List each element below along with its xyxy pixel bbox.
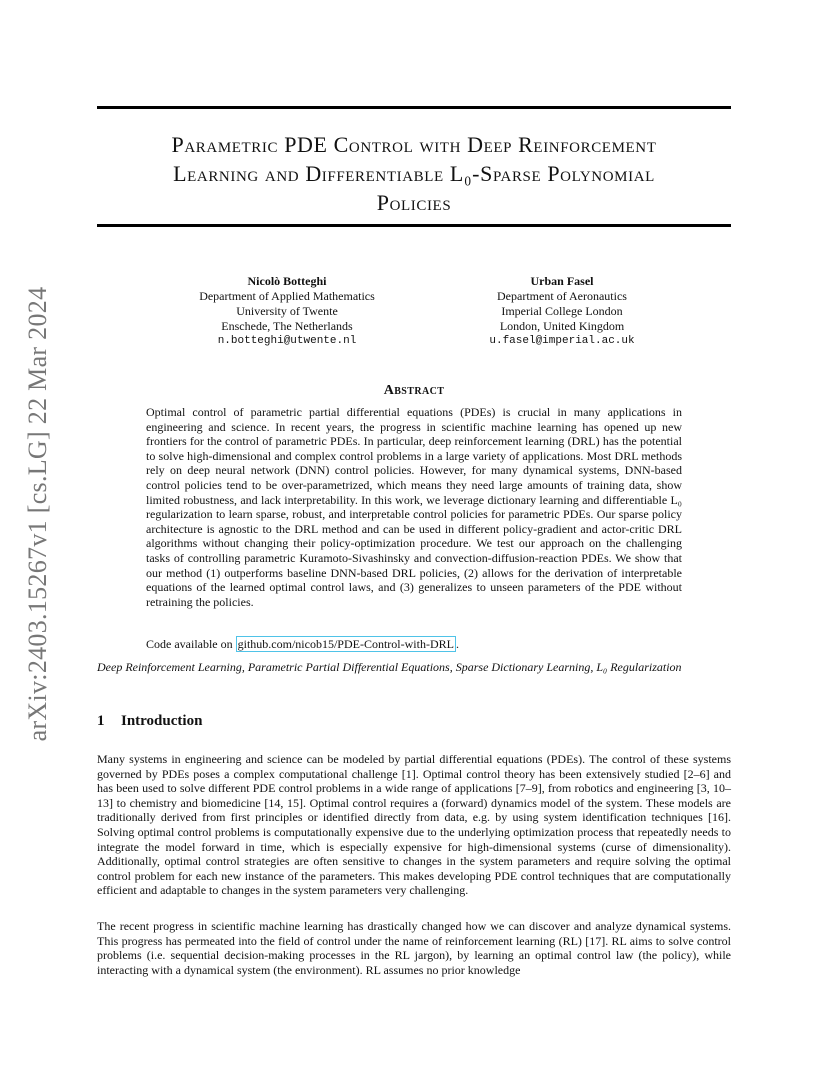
author-block-2 xyxy=(442,274,682,349)
author-block-1 xyxy=(167,274,407,349)
code-suffix: . xyxy=(455,637,459,651)
title-line-1: Parametric PDE Control with Deep Reinforcement xyxy=(171,132,657,157)
code-availability xyxy=(146,637,682,652)
section-title: Introduction xyxy=(121,713,203,729)
keywords: Deep Reinforcement Learning, Parametric Partial Differential Equations, Sparse Dictionary Learning, L₀ Regularization xyxy=(97,660,682,674)
title-rule-bottom xyxy=(97,224,731,227)
code-prefix: Code available on xyxy=(146,637,236,651)
code-link[interactable]: github.com/nicob15/PDE-Control-with-DRL xyxy=(237,637,454,651)
author-department: Department of Applied Mathematics xyxy=(199,289,375,303)
author-name: Nicolò Botteghi xyxy=(247,274,327,288)
section-heading-introduction xyxy=(97,713,202,730)
title-rule-top xyxy=(97,106,731,109)
arxiv-identifier: arXiv:2403.15267v1 [cs.LG] 22 Mar 2024 xyxy=(23,286,52,742)
title-line-3: Policies xyxy=(376,190,452,215)
abstract-heading: Abstract xyxy=(383,383,445,398)
author-email[interactable]: n.botteghi@utwente.nl xyxy=(217,335,357,347)
arxiv-sidebar xyxy=(23,264,53,764)
author-institution: University of Twente xyxy=(236,304,338,318)
abstract-text: Optimal control of parametric partial differential equations (PDEs) is crucial in many applications in engineering and science. In recent years, the progress in scientific machine learning has opened up new frontiers for the control of parametric PDEs. In particular, deep reinforcement learning (DRL) has the potential to solve high-dimensional and complex control problems in a large variety of applications. Most DRL methods rely on deep neural network (DNN) control policies. However, for many dynamical systems, DNN-based control policies tend to be over-parametrized, which means they need large amounts of training data, show limited robustness, and lack interpretability. In this work, we leverage dictionary learning and differentiable L₀ regularization to learn sparse, robust, and interpretable control policies for parametric PDEs. Our sparse policy architecture is agnostic to the DRL method and can be used in different policy-gradient and actor-critic DRL algorithms without changing their policy-optimization procedure. We test our approach on the challenging tasks of controlling parametric Kuramoto-Sivashinsky and convection-diffusion-reaction PDEs. We show that our method (1) outperforms baseline DNN-based DRL policies, (2) allows for the derivation of interpretable equations of the learned optimal control laws, and (3) generalizes to unseen parameters of the PDE without retraining the policies. xyxy=(146,405,682,609)
author-department: Department of Aeronautics xyxy=(497,289,627,303)
author-email[interactable]: u.fasel@imperial.ac.uk xyxy=(489,335,635,347)
intro-paragraph-1: Many systems in engineering and science can be modeled by partial differential equations (PDEs). The control of these systems governed by PDEs poses a complex computational challenge [1]. Optimal control theory has been extensively studied [2–6] and has been used to solve different PDE control problems in a wide range of applications [7–9], from robotics and engineering [3, 10–13] to chemistry and biomedicine [14, 15]. Optimal control requires a (forward) dynamics model of the system. These models are traditionally derived from first principles or identified directly from data, e.g. by using system identification techniques [16]. Solving optimal control problems is computationally expensive due to the underlying optimization process that repeatedly needs to integrate the model forward in time, which is especially expensive for high-dimensional systems (curse of dimensionality). Additionally, optimal control strategies are often sensitive to changes in the system parameters and require solving the optimal control problem for each new instance of the parameters. This makes developing PDE control techniques that are computationally efficient and adaptable to changes in the system parameters very challenging. xyxy=(97,752,731,898)
paper-title xyxy=(97,130,731,217)
section-number: 1 xyxy=(97,713,105,729)
title-line-2: Learning and Differentiable L₀-Sparse Polynomial xyxy=(173,161,655,186)
author-location: Enschede, The Netherlands xyxy=(221,319,353,333)
intro-paragraph-2: The recent progress in scientific machine learning has drastically changed how we can discover and analyze dynamical systems. This progress has permeated into the field of control under the name of reinforcement learning (RL) [17]. RL aims to solve control problems (i.e. sequential decision-making processes in the RL jargon), by learning an optimal control law (the policy), while interacting with a dynamical system (the environment). RL assumes no prior knowledge xyxy=(97,919,731,977)
author-institution: Imperial College London xyxy=(501,304,623,318)
author-name: Urban Fasel xyxy=(530,274,594,288)
author-location: London, United Kingdom xyxy=(499,319,625,333)
